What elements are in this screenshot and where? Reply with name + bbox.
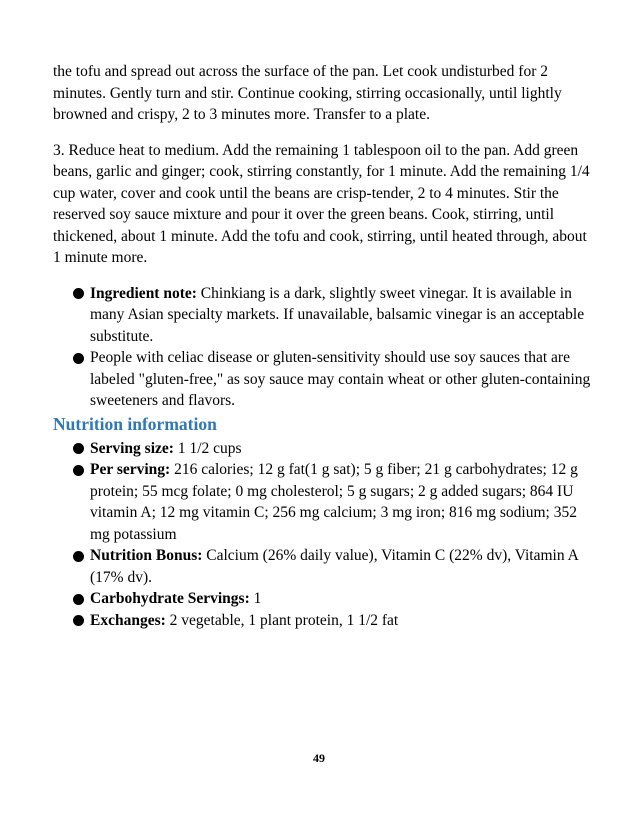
page-number: 49	[313, 751, 325, 765]
nutrition-value: 2 vegetable, 1 plant protein, 1 1/2 fat	[165, 611, 399, 629]
bullet-dot-icon	[73, 615, 84, 626]
recipe-notes-list	[53, 283, 593, 412]
bullet-dot-icon	[73, 353, 84, 364]
note-label: Ingredient note:	[90, 284, 197, 302]
note-text: Chinkiang is a dark, slightly sweet vinegar. It is available in many Asian specialty markets. If unavailable, balsamic vinegar is an acceptable substitute.	[90, 284, 585, 345]
bullet-dot-icon	[73, 443, 84, 454]
nutrition-label: Per serving:	[90, 461, 171, 478]
bullet-dot-icon	[73, 465, 84, 476]
nutrition-label: Serving size:	[90, 439, 174, 457]
bullet-dot-icon	[73, 551, 84, 562]
list-item	[73, 545, 593, 588]
list-item	[73, 459, 593, 545]
nutrition-label: Nutrition Bonus:	[90, 547, 203, 564]
paragraph-step-continued: the tofu and spread out across the surface of the pan. Let cook undisturbed for 2 minutes. Gently turn and stir. Continue cooking, stirring occasionally, until lightly browned and crispy, 2 to 3 minutes more. Transfer to a plate.	[53, 63, 562, 123]
paragraph-step-3: 3. Reduce heat to medium. Add the remaining 1 tablespoon oil to the pan. Add green beans, garlic and ginger; cook, stirring constantly, for 1 minute. Add the remaining 1/4 cup water, cover and cook until the beans are crisp-tender, 2 to 4 minutes. Stir the reserved soy sauce mixture and pour it over the green beans. Cook, stirring, until thickened, about 1 minute. Add the tofu and cook, stirring, until heated through, about 1 minute more.	[53, 141, 590, 266]
list-item	[73, 283, 593, 348]
nutrition-value: Calcium (26% daily value), Vitamin C (22% dv), Vitamin A (17% dv).	[90, 547, 578, 586]
nutrition-value: 216 calories; 12 g fat(1 g sat); 5 g fiber; 21 g carbohydrates; 12 g protein; 55 mcg folate; 0 mg cholesterol; 5 g sugars; 2 g added sugars; 864 IU vitamin A; 12 mg vitamin C; 256 mg calcium; 3 mg iron; 816 mg sodium; 352 mg potassium	[90, 461, 578, 543]
nutrition-value: 1 1/2 cups	[173, 439, 242, 457]
list-item	[73, 347, 593, 412]
nutrition-label: Exchanges:	[90, 611, 166, 629]
document-page	[53, 61, 593, 631]
list-item	[73, 588, 593, 610]
nutrition-list	[53, 438, 593, 632]
bullet-dot-icon	[73, 594, 84, 605]
nutrition-heading: Nutrition information	[53, 413, 217, 434]
list-item	[73, 438, 593, 460]
note-text: People with celiac disease or gluten-sensitivity should use soy sauces that are labeled "gluten-free," as soy sauce may contain wheat or other gluten-containing sweeteners and flavors.	[90, 349, 591, 409]
bullet-dot-icon	[73, 288, 84, 299]
list-item	[73, 610, 593, 632]
nutrition-label: Carbohydrate Servings:	[90, 590, 250, 607]
nutrition-value: 1	[249, 590, 262, 607]
